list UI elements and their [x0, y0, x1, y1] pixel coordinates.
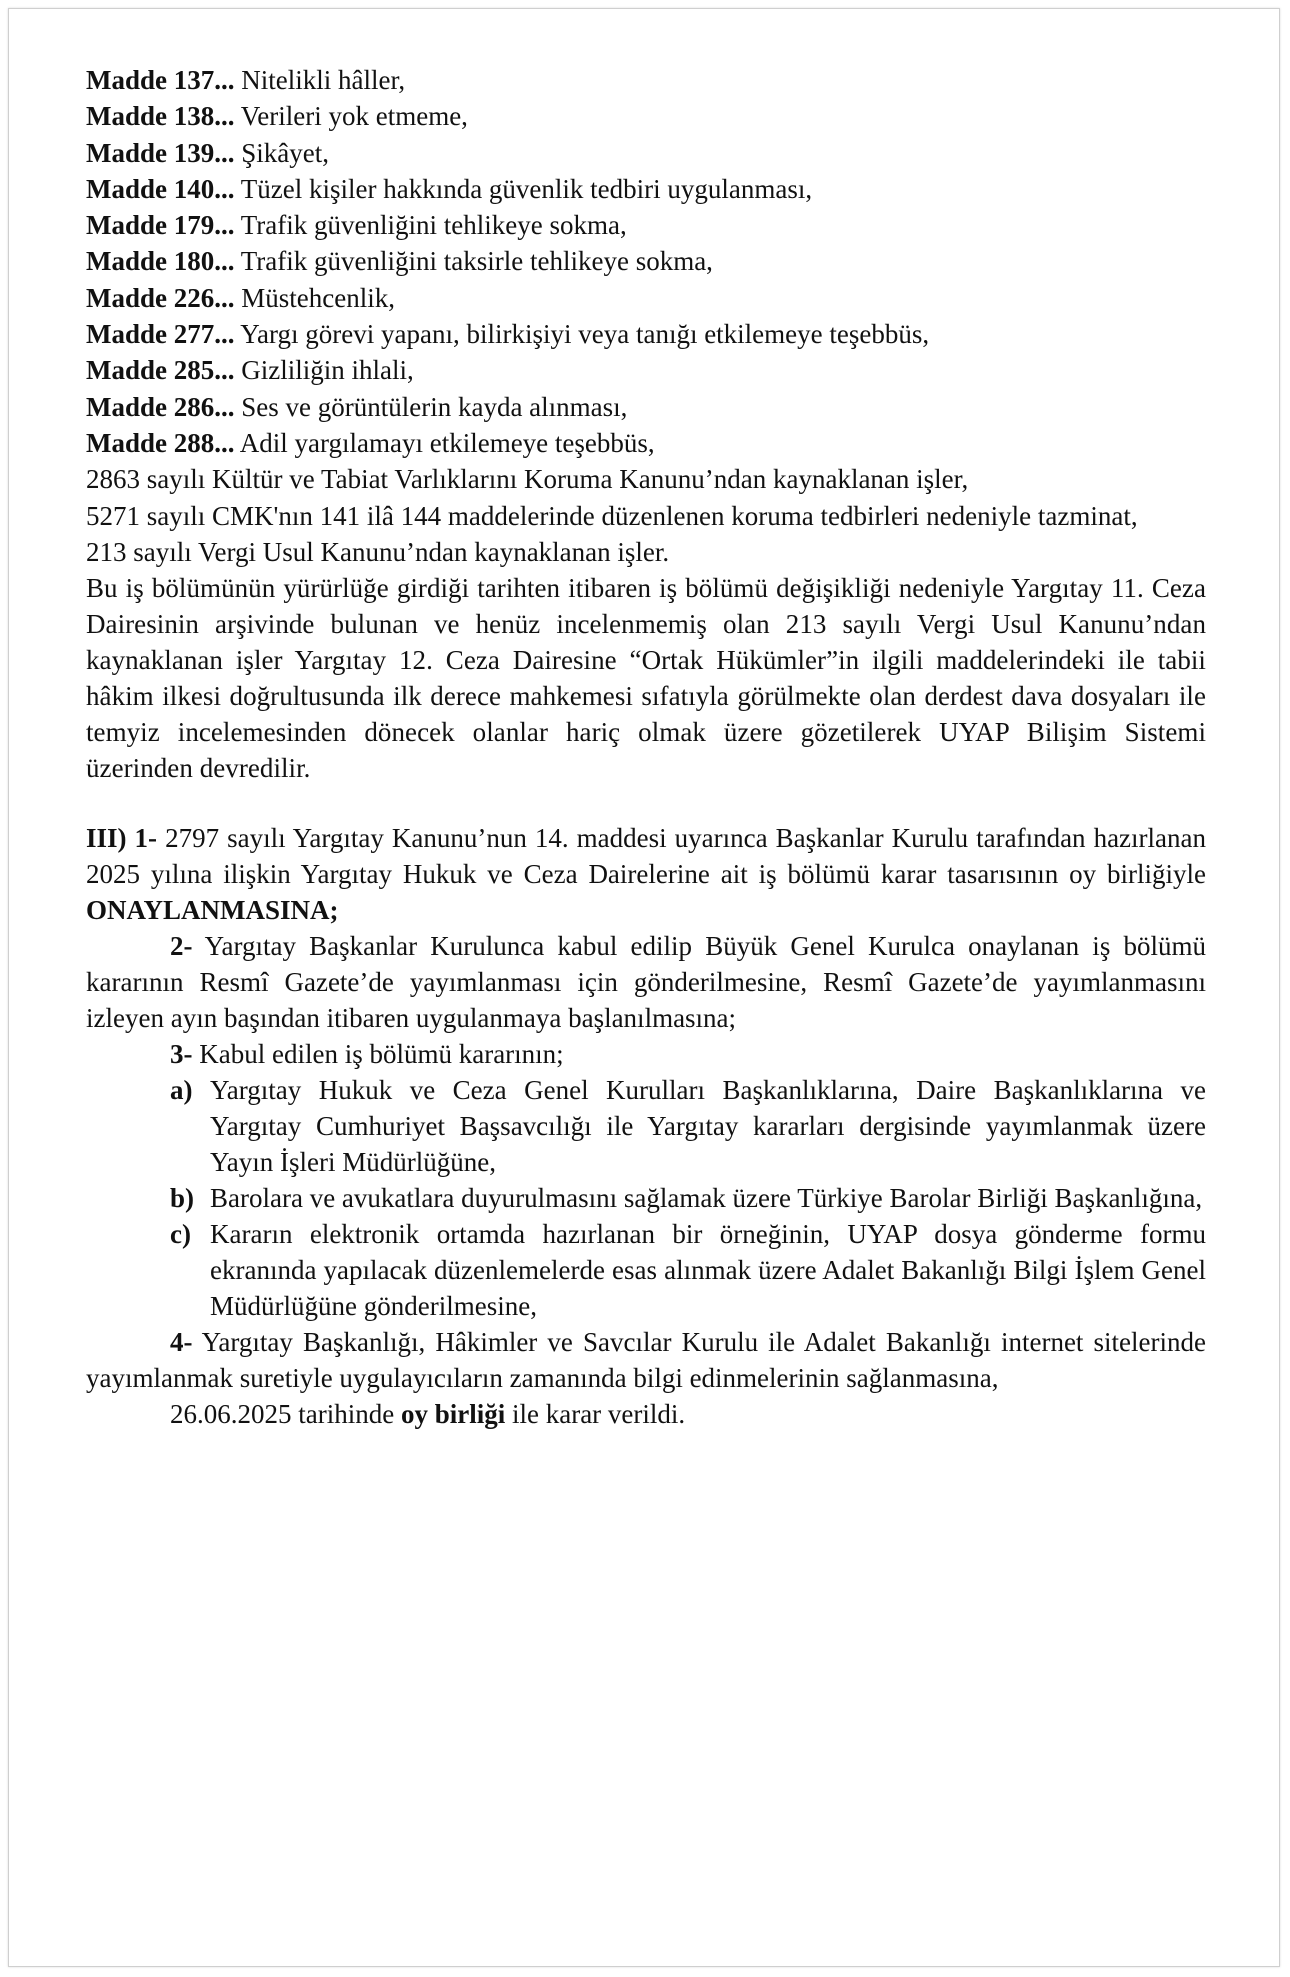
article-title: Yargı görevi yapanı, bilirkişiyi veya tanığı etkilemeye teşebbüs, — [234, 319, 930, 350]
decision-item-2 — [86, 928, 1206, 1036]
article-number: Madde 277... — [86, 319, 235, 350]
article-title: Adil yargılamayı etkilemeye teşebbüs, — [234, 427, 655, 458]
sub-item-text: Yargıtay Hukuk ve Ceza Genel Kurulları Başkanlıklarına, Daire Başkanlıklarına ve Yargıtay Cumhuriyet Başsavcılığı ile Yargıtay kararları dergisinde yayımlanmak üzere Yayın İşleri Müdürlüğüne, — [210, 1075, 1206, 1178]
article-title: Trafik güvenliğini tehlikeye sokma, — [234, 210, 627, 241]
item-number: 3- — [170, 1039, 193, 1070]
document-body — [86, 62, 1206, 1432]
decision-item-1 — [86, 820, 1206, 928]
article-title: Tüzel kişiler hakkında güvenlik tedbiri uygulanması, — [234, 173, 813, 204]
article-item — [86, 207, 1206, 243]
article-number: Madde 180... — [86, 246, 235, 277]
sub-item-label: a) — [170, 1075, 193, 1106]
section-spacer — [86, 786, 1206, 820]
law-item: 5271 sayılı CMK'nın 141 ilâ 144 maddelerinde düzenlenen koruma tedbirleri nedeniyle tazminat, — [86, 500, 1138, 531]
article-item — [86, 135, 1206, 171]
item-text: Yargıtay Başkanlığı, Hâkimler ve Savcılar Kurulu ile Adalet Bakanlığı internet sitelerinde yayımlanmak suretiyle uygulayıcıların zamanında bilgi edinmelerinin sağlanmasına, — [86, 1327, 1206, 1394]
law-list — [86, 461, 1206, 570]
article-number: Madde 288... — [86, 427, 235, 458]
item-number: 4- — [170, 1327, 193, 1358]
law-item: 2863 sayılı Kültür ve Tabiat Varlıklarını Koruma Kanunu’ndan kaynaklanan işler, — [86, 464, 969, 495]
article-number: Madde 137... — [86, 65, 235, 95]
sub-item-text: Kararın elektronik ortamda hazırlanan bir örneğinin, UYAP dosya gönderme formu ekranında yapılacak düzenlemelerde esas alınmak üzere Adalet Bakanlığı Bilgi İşlem Genel Müdürlüğüne gönderilmesine, — [210, 1219, 1206, 1322]
sub-item-a — [86, 1072, 1206, 1180]
article-item — [86, 389, 1206, 425]
article-number: Madde 285... — [86, 355, 235, 386]
article-item — [86, 280, 1206, 316]
law-item: 213 sayılı Vergi Usul Kanunu’ndan kaynaklanan işler. — [86, 536, 670, 567]
unanimity-keyword: oy birliği — [400, 1399, 506, 1430]
article-title: Müstehcenlik, — [234, 282, 395, 313]
item-text: Yargıtay Başkanlar Kurulunca kabul edilip Büyük Genel Kurulca onaylanan iş bölümü kararının Resmî Gazete’de yayımlanması için gönderilmesine, Resmî Gazete’de yayımlanmasını izleyen ayın başından itibaren uygulanmaya başlanılmasına; — [86, 931, 1206, 1034]
article-title: Verileri yok etmeme, — [234, 101, 468, 132]
article-item — [86, 98, 1206, 134]
article-item — [86, 316, 1206, 352]
article-item — [86, 243, 1206, 279]
article-title: Nitelikli hâller, — [234, 65, 406, 95]
article-number: Madde 140... — [86, 173, 235, 204]
article-number: Madde 179... — [86, 210, 235, 241]
article-item — [86, 352, 1206, 388]
closing-line — [86, 1396, 1206, 1432]
article-item — [86, 171, 1206, 207]
closing-date: 26.06.2025 tarihinde — [170, 1399, 401, 1430]
approval-keyword: ONAYLANMASINA; — [86, 895, 339, 926]
sub-item-text: Barolara ve avukatlara duyurulmasını sağlamak üzere Türkiye Barolar Birliği Başkanlığına, — [210, 1183, 1203, 1214]
article-title: Şikâyet, — [234, 137, 329, 168]
article-number: Madde 139... — [86, 137, 235, 168]
article-title: Gizliliğin ihlali, — [234, 355, 414, 386]
sub-item-c — [86, 1216, 1206, 1324]
transfer-paragraph: Bu iş bölümünün yürürlüğe girdiği tarihten itibaren iş bölümü değişikliği nedeniyle Yargıtay 11. Ceza Dairesinin arşivinde bulunan ve henüz incelenmemiş olan 213 sayılı Vergi Usul Kanunu’ndan kaynaklanan işler Yargıtay 12. Ceza Dairesine “Ortak Hükümler”in ilgili maddelerindeki ile tabii hâkim ilkesi doğrultusunda ilk derece mahkemesi sıfatıyla görülmekte olan derdest dava dosyaları ile temyiz incelemesinden dönecek olanlar hariç olmak üzere gözetilerek UYAP Bilişim Sistemi üzerinden devredilir. — [86, 573, 1206, 784]
article-title: Ses ve görüntülerin kayda alınması, — [234, 391, 628, 422]
item-number: 1- — [134, 823, 158, 854]
sub-item-label: b) — [170, 1183, 195, 1214]
item-number: 2- — [170, 931, 193, 962]
article-number: Madde 138... — [86, 101, 235, 132]
decision-item-4 — [86, 1324, 1206, 1396]
article-number: Madde 286... — [86, 391, 235, 422]
article-number: Madde 226... — [86, 282, 235, 313]
section-three — [86, 820, 1206, 1432]
article-item — [86, 425, 1206, 461]
closing-end: ile karar verildi. — [505, 1399, 686, 1430]
item-text: Kabul edilen iş bölümü kararının; — [192, 1039, 564, 1070]
sub-item-label: c) — [170, 1219, 191, 1250]
section-label: III) — [86, 823, 127, 854]
article-list — [86, 62, 1206, 461]
article-title: Trafik güvenliğini taksirle tehlikeye sokma, — [234, 246, 713, 277]
item-text: 2797 sayılı Yargıtay Kanunu’nun 14. maddesi uyarınca Başkanlar Kurulu tarafından hazırlanan 2025 yılına ilişkin Yargıtay Hukuk ve Ceza Dairelerine ait iş bölümü karar tasarısının oy birliğiyle — [86, 823, 1207, 890]
decision-item-3 — [86, 1036, 1206, 1072]
article-item — [86, 62, 1206, 98]
sub-item-b — [86, 1180, 1206, 1216]
